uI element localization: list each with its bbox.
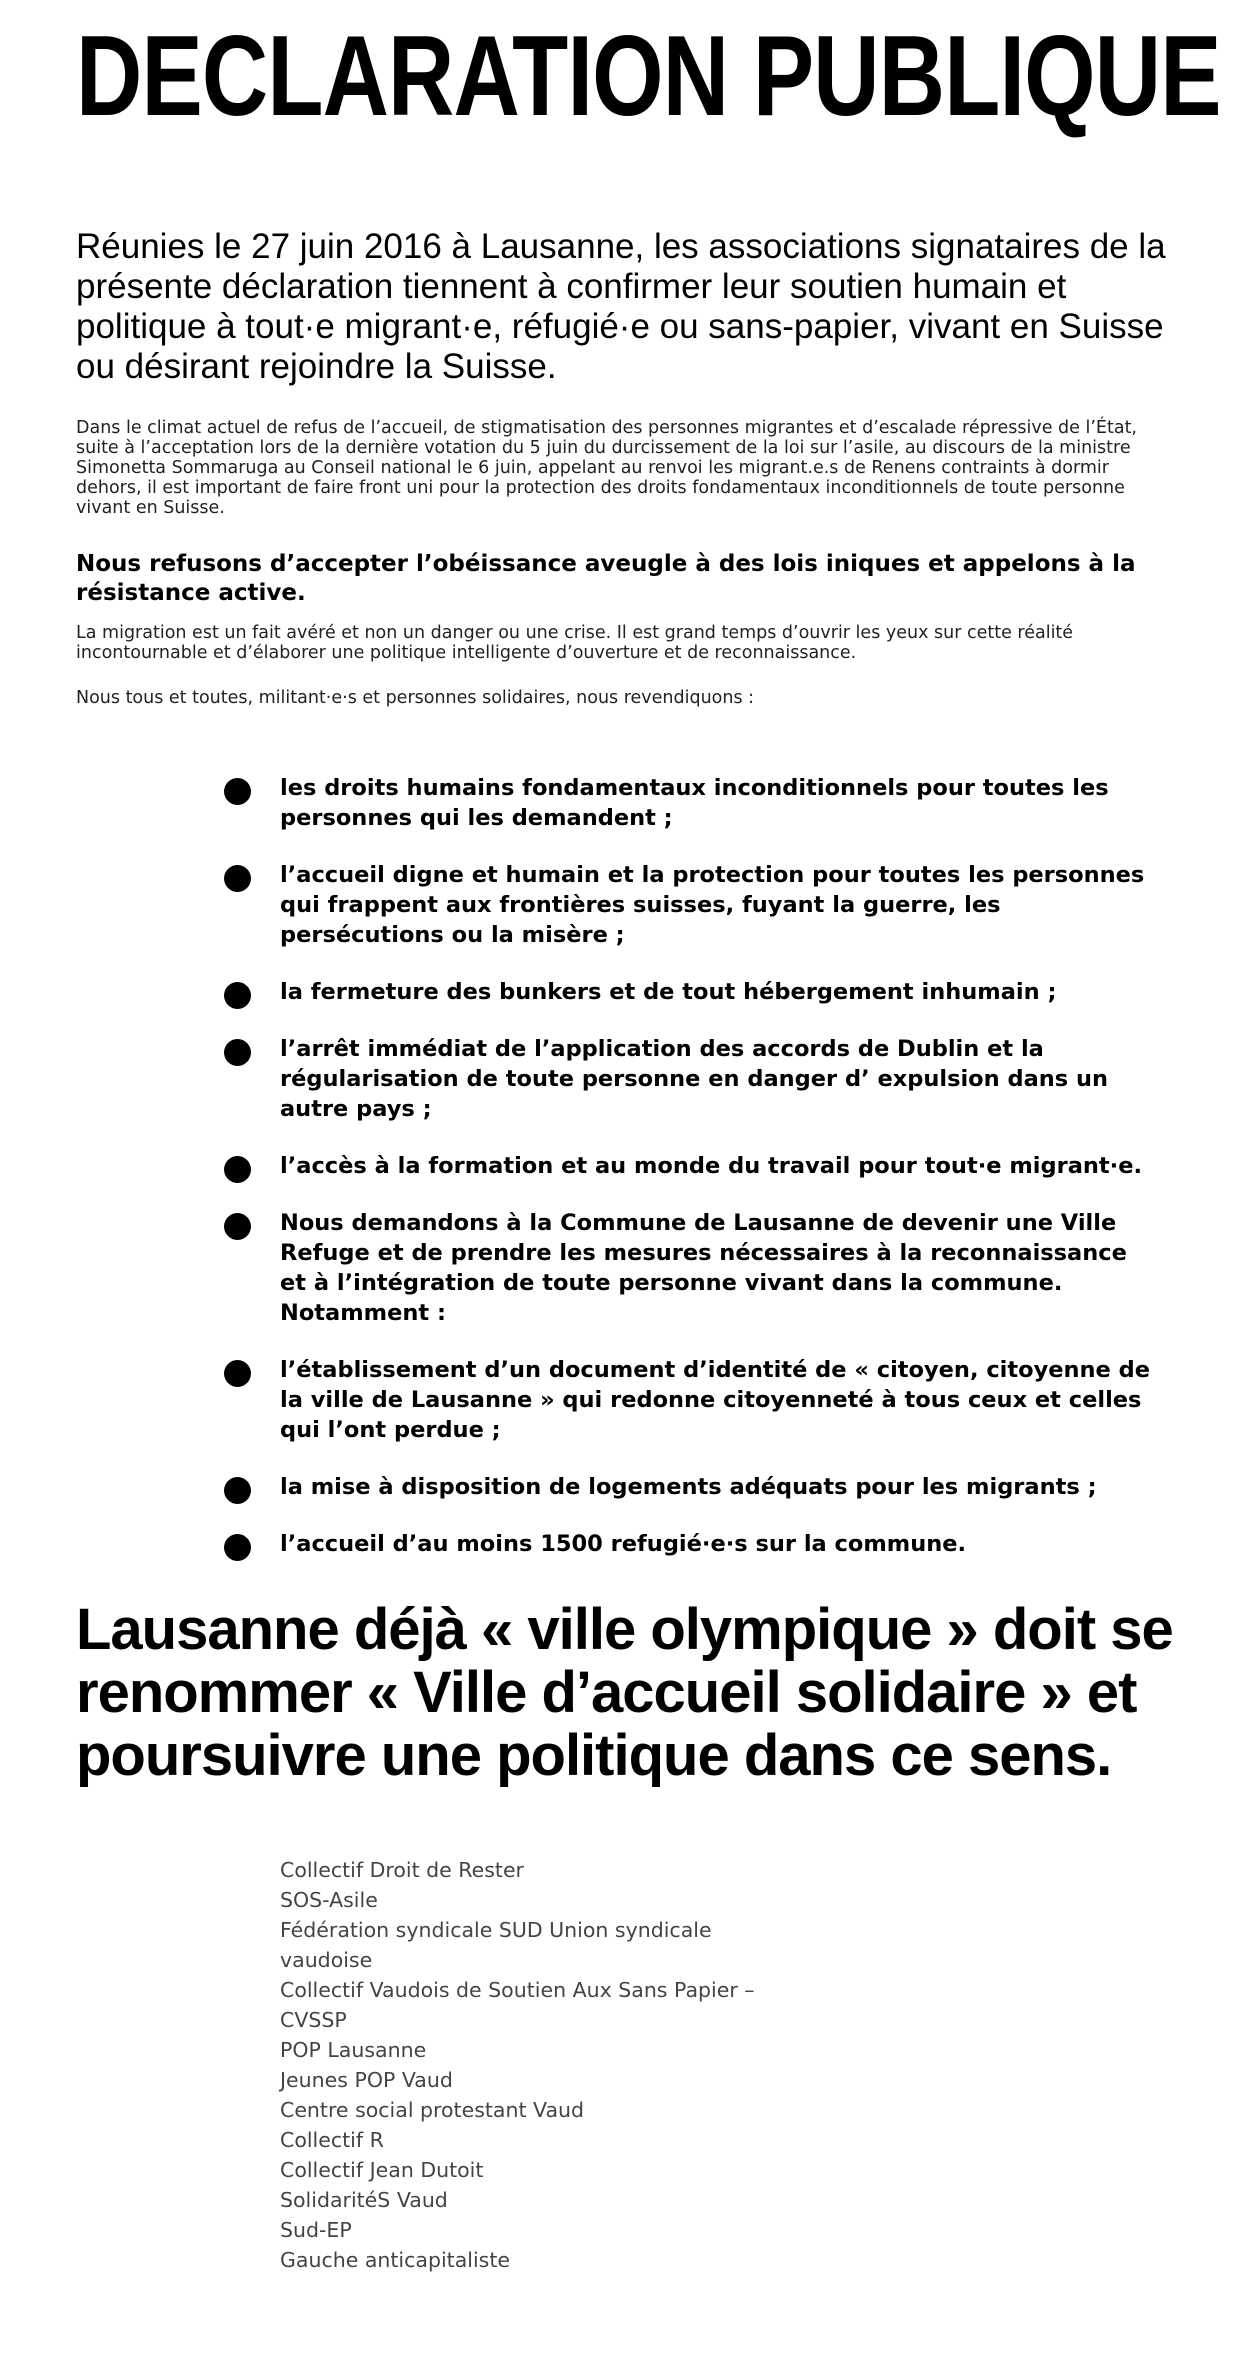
- demand-item: [220, 977, 1160, 1007]
- demand-text: l’établissement d’un document d’identité de « citoyen, citoyenne de la ville de Lausanne » qui redonne citoyenneté à tous ceux et celles qui l’ont perdue ;: [280, 1357, 1151, 1443]
- demands-intro: Nous tous et toutes, militant·e·s et personnes solidaires, nous revendiquons :: [76, 688, 755, 708]
- demand-item: [220, 1151, 1160, 1181]
- demand-text: la fermeture des bunkers et de tout hébergement inhumain ;: [280, 979, 1057, 1005]
- demand-item: [220, 1355, 1160, 1445]
- signatory: SolidaritéS Vaud: [280, 2188, 448, 2212]
- closing-statement: Lausanne déjà « ville olympique » doit se renommer « Ville d’accueil solidaire » et poursuivre une politique dans ce sens.: [76, 1597, 1173, 1788]
- signatory: POP Lausanne: [280, 2038, 427, 2062]
- context-paragraph: Dans le climat actuel de refus de l’accueil, de stigmatisation des personnes migrantes et d’escalade répressive de l’État, suite à l’acceptation lors de la dernière votation du 5 juin du durcissement de la loi sur l’asile, au discours de la ministre Simonetta Sommaruga au Conseil national le 6 juin, appelant au renvoi les migrant.e.s de Renens contraints à dormir dehors, il est important de faire front uni pour la protection des droits fondamentaux inconditionnels de toute personne vivant en Suisse.: [76, 418, 1137, 518]
- bullet-icon: [224, 1534, 251, 1561]
- demand-item: [220, 773, 1160, 833]
- bullet-icon: [224, 865, 251, 892]
- signatory: Collectif Vaudois de Soutien Aux Sans Papier –CVSSP: [280, 1978, 755, 2032]
- signatory: Collectif Jean Dutoit: [280, 2158, 484, 2182]
- signatory: Gauche anticapitaliste: [280, 2248, 510, 2272]
- demand-item: [220, 860, 1160, 950]
- migration-paragraph: La migration est un fait avéré et non un danger ou une crise. Il est grand temps d’ouvrir les yeux sur cette réalité incontournable et d’élaborer une politique intelligente d’ouverture et de reconnaissance.: [76, 623, 1074, 663]
- demand-item: [220, 1034, 1160, 1124]
- lead-paragraph: Réunies le 27 juin 2016 à Lausanne, les associations signataires de la présente déclaration tiennent à confirmer leur soutien humain et politique à tout·e migrant·e, réfugié·e ou sans-papier, vivant en Suisse ou désirant rejoindre la Suisse.: [76, 227, 1166, 386]
- page-title: DECLARATION PUBLIQUE: [76, 13, 1221, 140]
- demand-text: l’accueil digne et humain et la protection pour toutes les personnes qui frappent aux frontières suisses, fuyant la guerre, les persécutions ou la misère ;: [280, 862, 1145, 948]
- demand-item: [220, 1529, 1160, 1559]
- signatories-list: [280, 1855, 760, 2275]
- signatory: Centre social protestant Vaud: [280, 2098, 585, 2122]
- bullet-icon: [224, 1477, 251, 1504]
- signatory: Collectif Droit de Rester: [280, 1858, 524, 1882]
- bullet-icon: [224, 1039, 251, 1066]
- demand-text: l’arrêt immédiat de l’application des accords de Dublin et la régularisation de toute personne en danger d’ expulsion dans un autre pays ;: [280, 1036, 1109, 1122]
- demand-text: l’accès à la formation et au monde du travail pour tout·e migrant·e.: [280, 1153, 1143, 1179]
- bullet-icon: [224, 1360, 251, 1387]
- demand-item: [220, 1208, 1160, 1328]
- demand-item: [220, 1472, 1160, 1502]
- bullet-icon: [224, 1213, 251, 1240]
- demand-text: la mise à disposition de logements adéquats pour les migrants ;: [280, 1474, 1097, 1500]
- bullet-icon: [224, 982, 251, 1009]
- signatory: Sud-EP: [280, 2218, 352, 2242]
- signatory: Fédération syndicale SUD Union syndicale vaudoise: [280, 1918, 712, 1972]
- bullet-icon: [224, 778, 251, 805]
- bullet-icon: [224, 1156, 251, 1183]
- demand-text: l’accueil d’au moins 1500 refugié·e·s sur la commune.: [280, 1531, 967, 1557]
- signatory: Jeunes POP Vaud: [280, 2068, 453, 2092]
- signatory: SOS-Asile: [280, 1888, 378, 1912]
- demands-list: [220, 773, 1160, 1586]
- resistance-subheading: Nous refusons d’accepter l’obéissance aveugle à des lois iniques et appelons à la résistance active.: [76, 551, 1136, 606]
- demand-text: les droits humains fondamentaux inconditionnels pour toutes les personnes qui les demandent ;: [280, 775, 1109, 831]
- demand-text: Nous demandons à la Commune de Lausanne de devenir une Ville Refuge et de prendre les mesures nécessaires à la reconnaissance et à l’intégration de toute personne vivant dans la commune. Notamment :: [280, 1210, 1127, 1326]
- signatory: Collectif R: [280, 2128, 384, 2152]
